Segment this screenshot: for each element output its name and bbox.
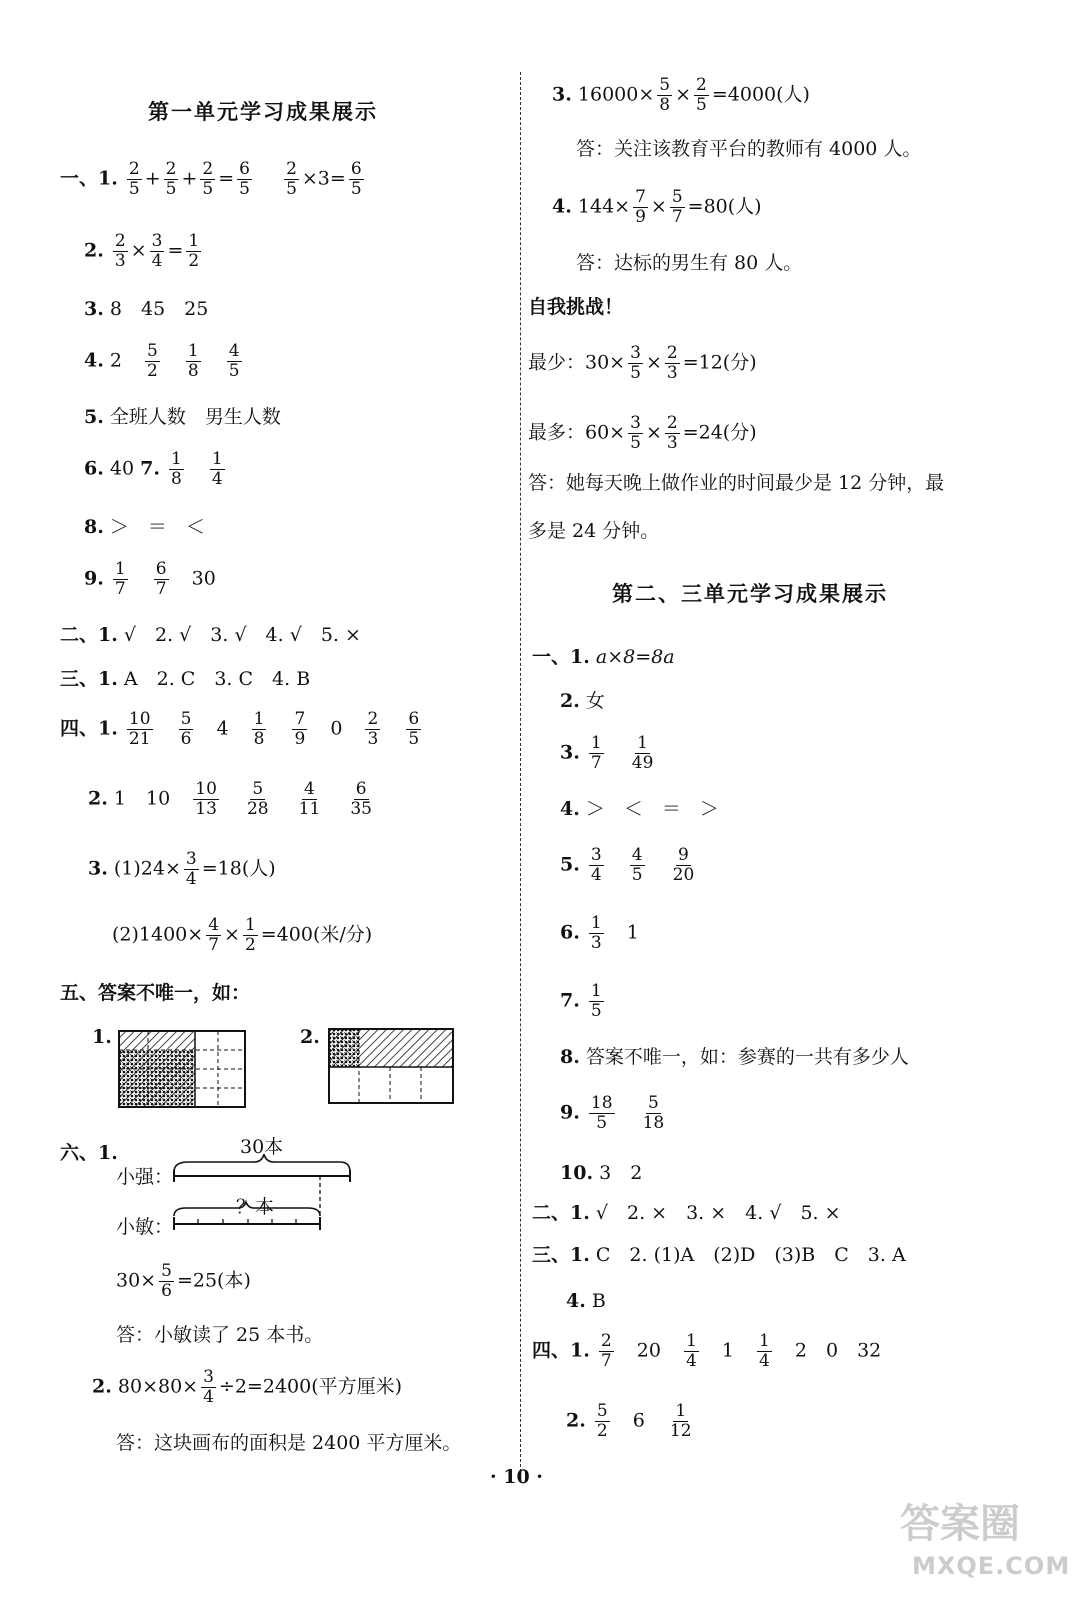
q1-1: 一、1. $\frac{2}{5}$ + $\frac{2}{5}$ + $\frac{2}{5}$ = $\frac{6}{5}$ $\frac{2}{5}$ ×3= $\frac{6}{5}$: [60, 159, 362, 199]
right-q4-answer: 答：达标的男生有 80 人。: [576, 252, 803, 274]
section5-label: 五、答案不唯一，如：: [60, 982, 251, 1004]
section6-q2-eq: 2. 80×80× $\frac{3}{4}$ ÷2=2400(平方厘米): [92, 1367, 403, 1407]
line-diagram-mid-label: ？本: [236, 1196, 275, 1218]
section-title-unit2-3: 第二、三单元学习成果展示: [612, 581, 888, 606]
section-title-unit1: 第一单元学习成果展示: [148, 99, 378, 124]
u2-q3: 3. $\frac{1}{7}$ $\frac{1}{49}$: [560, 733, 654, 773]
q1-6-7: 6. 40 7. $\frac{1}{8}$ $\frac{1}{4}$: [84, 449, 223, 489]
u2-section2: 二、1. √ 2. × 3. × 4. √ 5. ×: [532, 1202, 841, 1224]
right-q4: 4. 144× $\frac{7}{9}$ × $\frac{5}{7}$ =80(人): [552, 187, 762, 227]
right-q3: 3. 16000× $\frac{5}{8}$ × $\frac{2}{5}$ =4000(人): [552, 75, 810, 115]
q1-8: 8. ＞ ＝ ＜: [84, 516, 205, 538]
section6-label: 六、1.: [60, 1142, 118, 1164]
line-diagram-row2-label: 小敏：: [116, 1216, 174, 1238]
section6-q1-eq: 30× $\frac{5}{6}$ =25(本): [116, 1261, 251, 1301]
line-diagram-top-label: 30本: [240, 1136, 284, 1158]
section6-q2-answer: 答：这块画布的面积是 2400 平方厘米。: [116, 1432, 462, 1454]
q1-4: 4. 2 $\frac{5}{2}$ $\frac{1}{8}$ $\frac{4}{5}$: [84, 341, 240, 381]
challenge-max: 最多：60× $\frac{3}{5}$ × $\frac{2}{3}$ =24(分): [528, 413, 757, 453]
u2-q4: 4. ＞ ＜ ＝ ＞: [560, 798, 719, 820]
watermark-url: MXQE.COM: [912, 1552, 1071, 1580]
fig1-grid: [118, 1030, 246, 1108]
challenge-answer-line1: 答：她每天晚上做作业的时间最少是 12 分钟，最: [528, 472, 945, 494]
column-divider: [520, 72, 521, 1472]
challenge-min: 最少：30× $\frac{3}{5}$ × $\frac{2}{3}$ =12(分): [528, 343, 757, 383]
page-number: · 10 ·: [490, 1466, 543, 1488]
watermark-logo: 答案圈: [900, 1501, 1020, 1547]
q1-9: 9. $\frac{1}{7}$ $\frac{6}{7}$ 30: [84, 559, 216, 599]
fig2-grid: [328, 1028, 454, 1104]
u2-q10: 10. 3 2: [560, 1162, 643, 1184]
u2-q9: 9. $\frac{18}{5}$ $\frac{5}{18}$: [560, 1093, 665, 1133]
u2-q2: 2. 女: [560, 690, 605, 712]
section4-q3-2: (2)1400× $\frac{4}{7}$ × $\frac{1}{2}$ =400(米/分): [112, 915, 373, 955]
u2-section4-q2: 2. $\frac{5}{2}$ 6 $\frac{1}{12}$: [566, 1401, 692, 1441]
u2-q5: 5. $\frac{3}{4}$ $\frac{4}{5}$ $\frac{9}{20}$: [560, 845, 695, 885]
u2-section4-q1: 四、1. $\frac{2}{7}$ 20 $\frac{1}{4}$ 1 $\frac{1}{4}$ 2 0 32: [532, 1331, 882, 1371]
q1-5: 5. 全班人数 男生人数: [84, 406, 281, 428]
u2-section3-q4: 4. B: [566, 1290, 606, 1312]
u2-q1: 一、1. a×8=8a: [532, 646, 675, 668]
section2-answers: 二、1. √ 2. √ 3. √ 4. √ 5. ×: [60, 624, 361, 646]
section4-q2: 2. 1 10 $\frac{10}{13}$ $\frac{5}{28}$ $\frac{4}{11}$ $\frac{6}{35}$: [88, 779, 372, 819]
challenge-heading: 自我挑战！: [528, 296, 624, 318]
challenge-answer-line2: 多是 24 分钟。: [528, 520, 660, 542]
section4-q1: 四、1. $\frac{10}{21}$ $\frac{5}{6}$ 4 $\frac{1}{8}$ $\frac{7}{9}$ 0 $\frac{2}{3}$ $\frac{6}{5}$: [60, 709, 420, 749]
section4-q3-1: 3. (1)24× $\frac{3}{4}$ =18(人): [88, 849, 276, 889]
q1-2: 2. $\frac{2}{3}$ × $\frac{3}{4}$ = $\frac{1}{2}$: [84, 231, 200, 271]
section6-q1-answer: 答：小敏读了 25 本书。: [116, 1324, 324, 1346]
q1-3: 3. 8 45 25: [84, 298, 209, 320]
right-q3-answer: 答：关注该教育平台的教师有 4000 人。: [576, 138, 922, 160]
fig2-label: 2.: [300, 1026, 320, 1048]
u2-section3: 三、1. C 2. (1)A (2)D (3)B C 3. A: [532, 1244, 906, 1266]
line-diagram: [168, 1154, 358, 1238]
fig1-label: 1.: [92, 1026, 112, 1048]
section3-answers: 三、1. A 2. C 3. C 4. B: [60, 668, 311, 690]
u2-q7: 7. $\frac{1}{5}$: [560, 981, 602, 1021]
u2-q8: 8. 答案不唯一，如：参赛的一共有多少人: [560, 1046, 909, 1068]
line-diagram-row1-label: 小强：: [116, 1166, 174, 1188]
u2-q6: 6. $\frac{1}{3}$ 1: [560, 913, 639, 953]
